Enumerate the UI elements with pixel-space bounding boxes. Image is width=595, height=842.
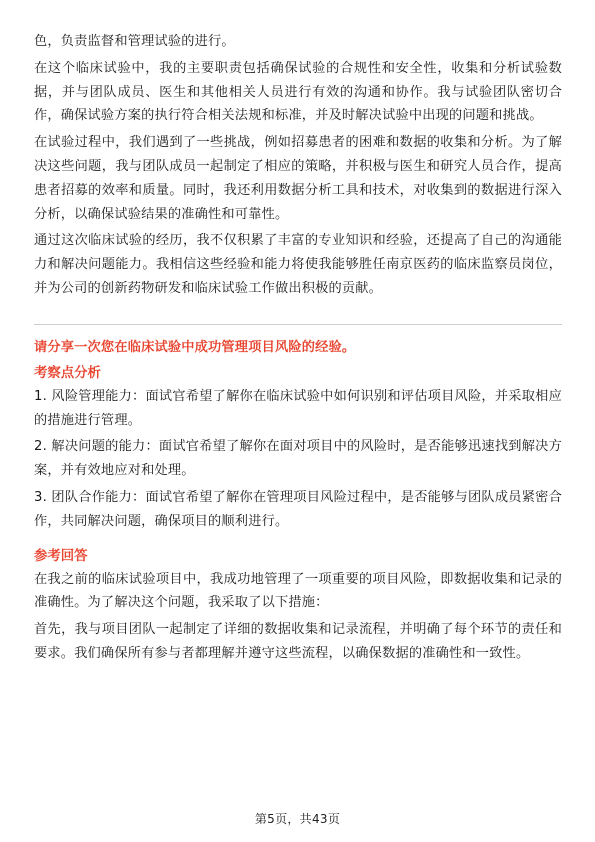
- page-content: [34, 30, 562, 666]
- analysis-item: 2. 解决问题的能力：面试官希望了解你在面对项目中的风险时，是否能够迅速找到解决方案，并有效地应对和处理。: [34, 439, 562, 479]
- interview-question: 请分享一次您在临床试验中成功管理项目风险的经验。: [34, 339, 356, 355]
- intro-paragraph: 在试验过程中，我们遇到了一些挑战，例如招募患者的困难和数据的收集和分析。为了解决这些问题，我与团队成员一起制定了相应的策略，并积极与医生和研究人员合作，提高患者招募的效率和质量。同时，我还利用数据分析工具和技术，对收集到的数据进行深入分析，以确保试验结果的准确性和可靠性。: [34, 135, 562, 222]
- answer-paragraph: 在我之前的临床试验项目中，我成功地管理了一项重要的项目风险，即数据收集和记录的准确性。为了解决这个问题，我采取了以下措施：: [34, 571, 562, 611]
- intro-paragraph: 色，负责监督和管理试验的进行。: [34, 34, 235, 49]
- intro-paragraph: 通过这次临床试验的经历，我不仅积累了丰富的专业知识和经验，还提高了自己的沟通能力和解决问题能力。我相信这些经验和能力将使我能够胜任南京医药的临床监察员岗位，并为公司的创新药物研发和临床试验工作做出积极的贡献。: [34, 233, 562, 296]
- intro-paragraph: 在这个临床试验中，我的主要职责包括确保试验的合规性和安全性，收集和分析试验数据，并与团队成员、医生和其他相关人员进行有效的沟通和协作。我与试验团队密切合作，确保试验方案的执行符合相关法规和标准，并及时解决试验中出现的问题和挑战。: [34, 60, 562, 124]
- answer-heading: 参考回答: [34, 548, 88, 564]
- answer-paragraph: 首先，我与项目团队一起制定了详细的数据收集和记录流程，并明确了每个环节的责任和要求。我们确保所有参与者都理解并遵守这些流程，以确保数据的准确性和一致性。: [34, 622, 562, 661]
- analysis-item: 1. 风险管理能力：面试官希望了解你在临床试验中如何识别和评估项目风险，并采取相应的措施进行管理。: [34, 388, 562, 428]
- analysis-heading: 考察点分析: [34, 365, 101, 381]
- analysis-item: 3. 团队合作能力：面试官希望了解你在管理项目风险过程中，是否能够与团队成员紧密合作，共同解决问题，确保项目的顺利进行。: [34, 489, 562, 529]
- page-number: 第5页，共43页: [254, 812, 341, 826]
- section-divider: [34, 324, 562, 325]
